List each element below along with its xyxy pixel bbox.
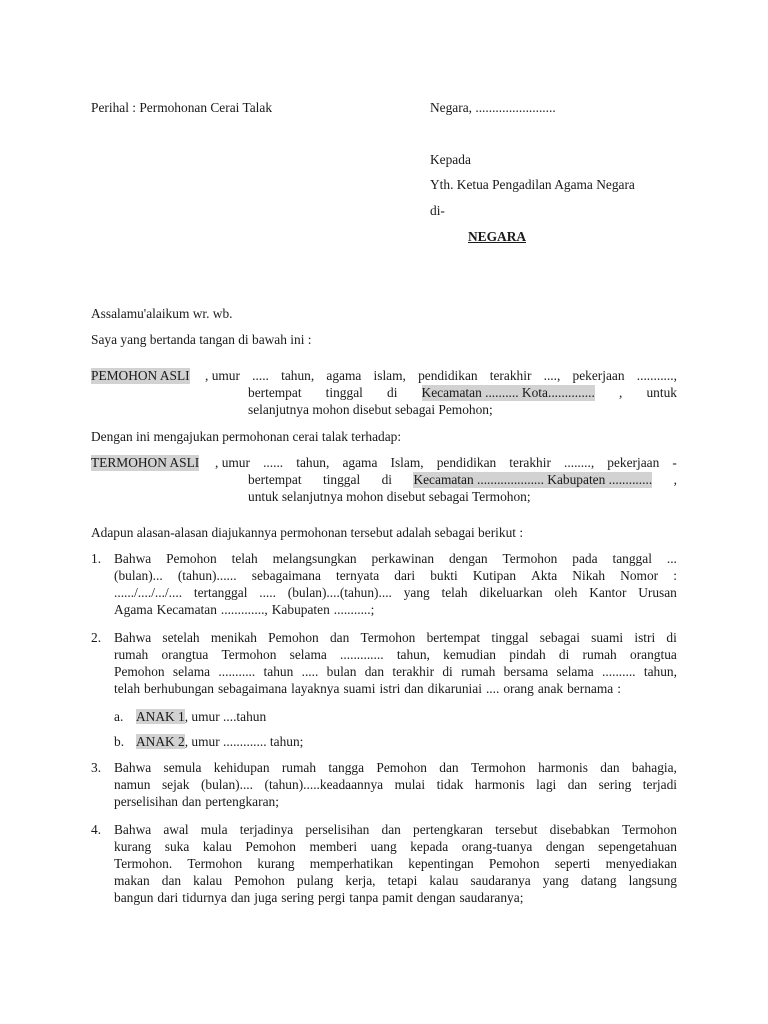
termohon-line-3: untuk selanjutnya mohon disebut sebagai Termohon;	[248, 489, 531, 504]
child-letter-a: a.	[114, 709, 124, 724]
termohon-line-2: bertempat tinggal di Kecamatan .................... Kabupaten ............. ,	[248, 472, 677, 487]
item-number-1: 1.	[91, 551, 102, 566]
termohon-address: Kecamatan .................... Kabupaten .............	[413, 472, 653, 487]
termohon-line-1: , umur ...... tahun, agama Islam, pendidikan terakhir ........, pekerjaan -	[215, 455, 677, 470]
pemohon-name: PEMOHON ASLI	[91, 368, 190, 383]
item-2-text	[114, 630, 677, 698]
item-3-line: perselisihan dan pertengkaran;	[114, 794, 279, 809]
pemohon-line-3: selanjutnya mohon disebut sebagai Pemohon;	[248, 402, 493, 417]
item-1-text	[114, 551, 677, 619]
item-1-line: (bulan)... (tahun)...... sebagaimana ternyata dari bukti Kutipan Akta Nikah Nomor :	[114, 568, 677, 583]
item-4-line: Termohon. Termohon kurang memperhatikan kepentingan Pemohon seperti menyediakan	[114, 856, 677, 871]
reasons-intro: Adapun alasan-alasan diajukannya permohonan tersebut adalah sebagai berikut :	[91, 525, 524, 540]
item-1-line: ....../..../.../.... tertanggal ..... (bulan)....(tahun).... yang telah dikeluarkan oleh Kantor Urusan	[114, 585, 677, 600]
item-2-line: rumah orangtua Termohon selama ............. tahun, kemudian pindah di rumah orangtua	[114, 647, 677, 662]
item-1-line: Bahwa Pemohon telah melangsungkan perkawinan dengan Termohon pada tanggal ...	[114, 551, 677, 566]
item-2-line: Bahwa setelah menikah Pemohon dan Termohon bertempat tinggal sebagai suami istri di	[114, 630, 677, 645]
addressee-city: NEGARA	[468, 229, 527, 244]
addressee-di: di-	[430, 203, 445, 218]
item-number-2: 2.	[91, 630, 102, 645]
item-4-line: Bahwa awal mula terjadinya perselisihan dan pertengkaran tersebut disebabkan Termohon	[114, 822, 677, 837]
item-2-line: Pemohon selama ........... tahun ..... bulan dan terakhir di rumah bersama selama .......... tahun,	[114, 664, 677, 679]
place-date: Negara, ........................	[430, 100, 556, 115]
pemohon-line-2: bertempat tinggal di Kecamatan .......... Kota.............. , untuk	[248, 385, 677, 400]
child-letter-b: b.	[114, 734, 125, 749]
addressee-label: Kepada	[430, 152, 471, 167]
against-line: Dengan ini mengajukan permohonan cerai talak terhadap:	[91, 429, 402, 444]
item-3-text	[114, 760, 677, 811]
item-4-text	[114, 822, 677, 907]
child-item-b: ANAK 2, umur ............. tahun;	[136, 734, 304, 749]
greeting: Assalamu'alaikum wr. wb.	[91, 306, 233, 321]
item-number-3: 3.	[91, 760, 102, 775]
item-1-line: Agama Kecamatan ............., Kabupaten ...........;	[114, 602, 375, 617]
item-4-line: makan dan kalau Pemohon pulang kerja, tetapi kalau saudaranya yang datang langsung	[114, 873, 677, 888]
child-name-a: ANAK 1	[136, 709, 185, 724]
item-2-line: telah berhubungan sebagaimana layaknya suami istri dan dikaruniai .... orang anak bernama :	[114, 681, 621, 696]
item-4-line: kurang suka kalau Pemohon memberi uang kepada orang-tuanya dengan sepengetahuan	[114, 839, 677, 854]
intro-line: Saya yang bertanda tangan di bawah ini :	[91, 332, 312, 347]
pemohon-address: Kecamatan .......... Kota..............	[421, 385, 595, 400]
pemohon-line-1: , umur ..... tahun, agama islam, pendidikan terakhir ...., pekerjaan ...........,	[205, 368, 677, 383]
item-3-line: namun sejak (bulan).... (tahun).....keadaannya mulai tidak harmonis lagi dan sering terjadi	[114, 777, 677, 792]
subject-line: Perihal : Permohonan Cerai Talak	[91, 100, 273, 115]
child-item-a: ANAK 1, umur ....tahun	[136, 709, 267, 724]
item-number-4: 4.	[91, 822, 102, 837]
item-3-line: Bahwa semula kehidupan rumah tangga Pemohon dan Termohon harmonis dan bahagia,	[114, 760, 677, 775]
termohon-name: TERMOHON ASLI	[91, 455, 200, 470]
item-4-line: bangun dari tidurnya dan juga sering pergi tanpa pamit dengan saudaranya;	[114, 890, 524, 905]
child-name-b: ANAK 2	[136, 734, 185, 749]
addressee-name: Yth. Ketua Pengadilan Agama Negara	[430, 177, 635, 192]
